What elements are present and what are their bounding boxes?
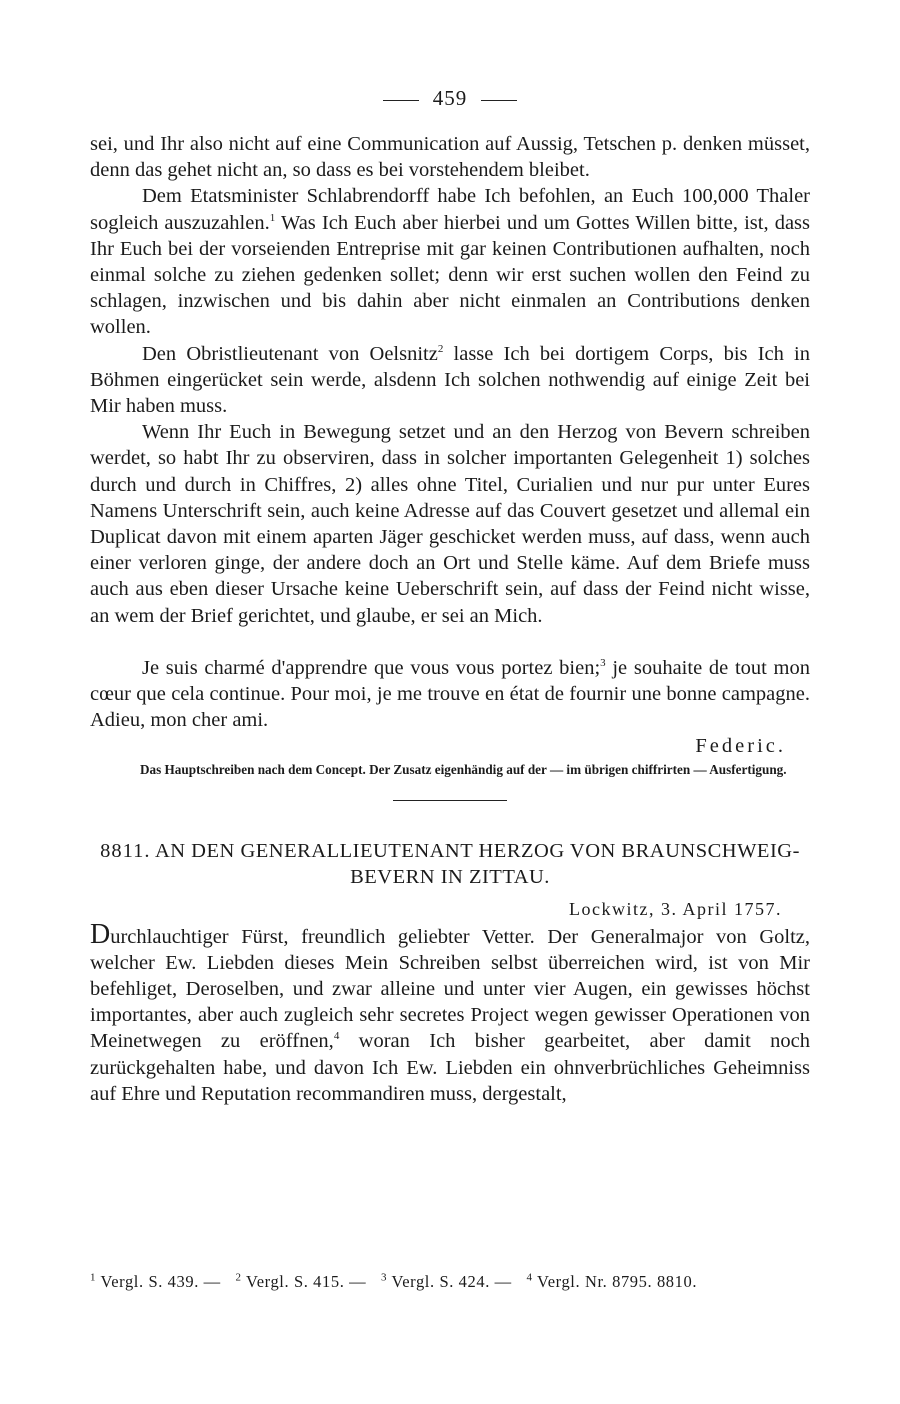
page-header <box>90 86 810 111</box>
signature: Federic. <box>695 735 786 758</box>
footnote-3: $^3$ Vergl. S. 424. — <box>381 1271 512 1291</box>
footnote-ref-3[interactable]: 3 <box>600 657 606 670</box>
initial-letter: D <box>90 918 111 950</box>
footnote-2: $^2$ Vergl. S. 415. — <box>235 1271 367 1291</box>
footnote-ref-4[interactable]: 4 <box>333 1030 340 1043</box>
paragraph-3: Den Obristlieutenant von Oelsnitz$^2$ lasse Ich bei dortigem Corps, bis Ich in Böhmen eingerücket sein werde, alsdenn Ich solchen nothwendig auf einige Zeit bei Mir haben muss. <box>90 342 810 418</box>
paragraph-4: Wenn Ihr Euch in Bewegung setzet und an den Herzog von Bevern schreiben werdet, so habt Ihr zu observiren, dass in solcher importanten Gelegenheit 1) solches durch und durch in Chiffres, 2) alles ohne Titel, Curialien und nur pur unter Eures Namens Unterschrift sein, auch keine Adresse auf das Couvert gesetzet und allemal ein Duplicat davon mit einem aparten Jäger geschicket werden muss, auf dass, wenn auch einer verloren ginge, der andere doch an Ort und Stelle käme. Auf dem Briefe muss auch aus eben dieser Ursache keine Ueberschrift sein, auf dass der Feind nicht wisse, an wem der Brief gerichtet, und glaube, er sei an Mich. <box>90 421 810 627</box>
source-note: Das Hauptschreiben nach dem Concept. Der Zusatz eigenhändig auf der — im übrigen chiffrirten — Ausfertigung. <box>140 761 787 777</box>
footnote-4: $^4$ Vergl. Nr. 8795. 8810. <box>526 1271 698 1291</box>
paragraph-1: sei, und Ihr also nicht auf eine Communication auf Aussig, Tetschen p. denken müsset, denn das gehet nicht an, so dass es bei vorstehendem bleibet. <box>90 133 810 182</box>
page-body <box>90 131 810 1107</box>
section-divider <box>393 800 507 801</box>
footnote-ref-1[interactable]: 1 <box>269 211 276 224</box>
letter-body: Durchlauchtiger Fürst, freundlich geliebter Vetter. Der Generalmajor von Goltz, welcher Ew. Liebden dieses Mein Schreiben selbst überreichen wird, ist von Mir befehliget, Deroselben, und zwar alleine und unter vier Augen, ein gewisses höchst importantes, aber auch zugleich sehr secretes Project wegen gewisser Operationen von Meinetwegen zu eröffnen,$^4$ woran Ich bisher gearbeitet, aber damit noch zurückgehalten habe, und davon Ich Ew. Liebden ein ohnverbrüchliches Geheimniss auf Ehre und Reputation recommandiren muss, dergestalt, <box>90 918 811 1105</box>
footnotes <box>90 1270 810 1294</box>
document-number: 8811. <box>100 839 151 862</box>
header-dash-left <box>383 100 419 101</box>
place-date: Lockwitz, 3. April 1757. <box>569 898 782 919</box>
document-heading <box>90 838 810 890</box>
french-postscript: Je suis charmé d'apprendre que vous vous portez bien;$^3$ je souhaite de tout mon cœur que cela continue. Pour moi, je me trouve en état de fournir une bonne campagne. Adieu, mon cher ami. <box>90 656 810 732</box>
page-number: 459 <box>432 86 468 110</box>
footnote-ref-2[interactable]: 2 <box>437 342 444 355</box>
document-title: AN DEN GENERALLIEUTENANT HERZOG VON BRAUNSCHWEIG-BEVERN IN ZITTAU. <box>154 839 800 888</box>
footnote-1: $^1$ Vergl. S. 439. — <box>90 1271 221 1291</box>
header-dash-right <box>481 100 517 101</box>
paragraph-2: Dem Etatsminister Schlabrendorff habe Ich befohlen, an Euch 100,000 Thaler sogleich auszuzahlen.$^1$ Was Ich Euch aber hierbei und um Gottes Willen bitte, ist, dass Ihr Euch bei der vorseienden Entreprise mit gar keinen Contributionen aufhalten, noch einmal solche zu ziehen gedenken sollet; denn wir erst suchen wollen den Feind zu schlagen, inzwischen und bis dahin aber nicht einmalen an Contributions denken wollen. <box>90 185 810 339</box>
